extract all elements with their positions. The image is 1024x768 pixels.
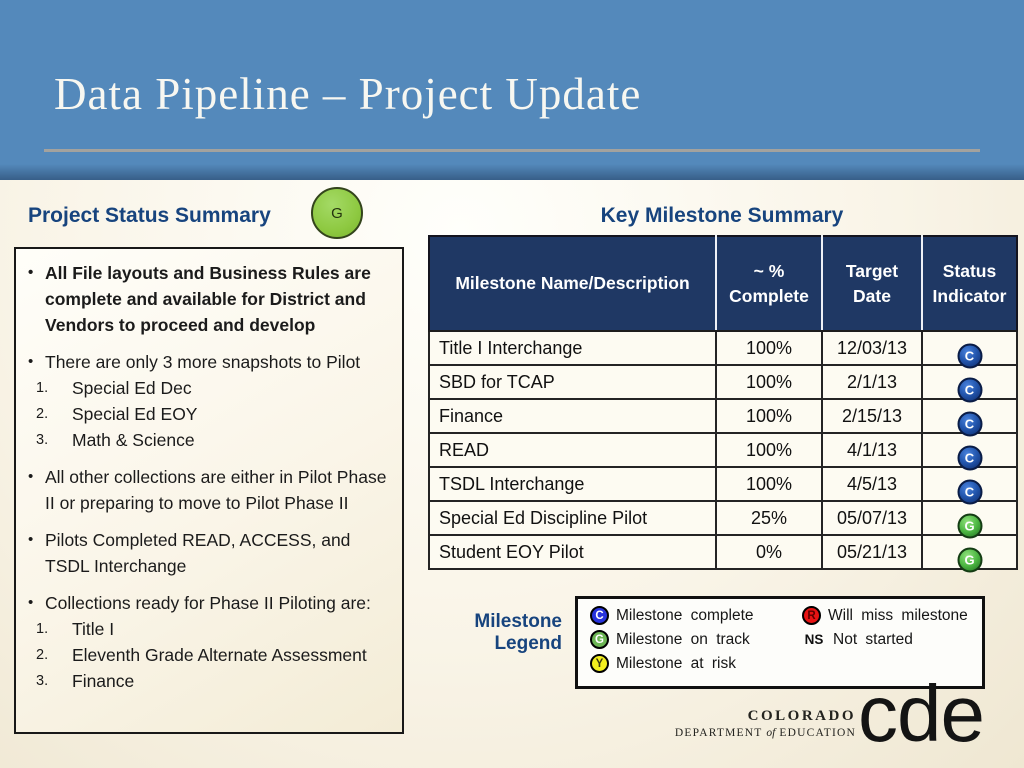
status-complete-icon: C	[957, 343, 982, 368]
percent-complete: 0%	[716, 535, 822, 569]
list-item-text: Pilots Completed READ, ACCESS, and TSDL Interchange	[45, 530, 351, 576]
list-item	[28, 616, 392, 642]
status-cell	[922, 501, 1017, 535]
column-header: Milestone Name/Description	[429, 236, 716, 331]
target-date: 4/1/13	[822, 433, 922, 467]
bullet-icon: •	[28, 353, 34, 370]
overall-status-badge: G	[311, 187, 363, 239]
legend-complete-icon: C	[590, 606, 609, 625]
bullet-icon: •	[28, 264, 34, 281]
status-complete-icon: C	[957, 479, 982, 504]
legend-item-text: Will miss milestone	[828, 606, 968, 624]
list-item-text: Special Ed EOY	[72, 404, 198, 424]
legend-item	[802, 631, 974, 649]
legend-item	[590, 630, 802, 649]
status-complete-icon: C	[957, 445, 982, 470]
column-header: Target Date	[822, 236, 922, 331]
status-complete-icon: C	[957, 377, 982, 402]
milestone-name: Student EOY Pilot	[429, 535, 716, 569]
column-header: ~ % Complete	[716, 236, 822, 331]
project-status-box	[14, 247, 404, 734]
project-status-heading: Project Status Summary	[28, 204, 271, 227]
list-item-text: Finance	[72, 671, 135, 691]
org-line2	[668, 727, 856, 739]
list-item-text: Special Ed Dec	[72, 378, 192, 398]
org-education: EDUCATION	[779, 727, 856, 739]
status-cell	[922, 535, 1017, 569]
title-divider-line	[44, 149, 980, 152]
list-item	[28, 349, 392, 375]
bullet-icon: •	[28, 468, 34, 485]
milestone-table	[428, 235, 1018, 570]
list-number: 1.	[36, 380, 49, 396]
legend-item	[590, 606, 802, 625]
status-cell	[922, 467, 1017, 501]
list-item-text: There are only 3 more snapshots to Pilot	[45, 352, 361, 372]
legend-label-line1: Milestone	[474, 611, 562, 632]
legend-not-started-symbol: NS	[804, 632, 824, 647]
list-item-text: Collections ready for Phase II Piloting are:	[45, 593, 371, 613]
percent-complete: 100%	[716, 365, 822, 399]
legend-item-text: Milestone complete	[616, 606, 754, 624]
legend-label-line2: Legend	[494, 633, 562, 654]
list-item	[28, 260, 392, 338]
milestone-name: Finance	[429, 399, 716, 433]
status-on-track-icon: G	[957, 513, 982, 538]
status-complete-icon: C	[957, 411, 982, 436]
list-item-text: Eleventh Grade Alternate Assessment	[72, 645, 367, 665]
milestone-name: SBD for TCAP	[429, 365, 716, 399]
milestone-name: READ	[429, 433, 716, 467]
table-header-row	[429, 236, 1017, 331]
target-date: 12/03/13	[822, 331, 922, 365]
legend-at-risk-icon: Y	[590, 654, 609, 673]
list-number: 3.	[36, 673, 49, 689]
legend-will-miss-icon: R	[802, 606, 821, 625]
target-date: 4/5/13	[822, 467, 922, 501]
target-date: 05/07/13	[822, 501, 922, 535]
list-item	[28, 527, 392, 579]
table-row	[429, 467, 1017, 501]
milestone-name: TSDL Interchange	[429, 467, 716, 501]
key-milestone-heading: Key Milestone Summary	[600, 204, 844, 227]
list-item	[28, 427, 392, 453]
target-date: 2/1/13	[822, 365, 922, 399]
table-row	[429, 331, 1017, 365]
slide-header-banner	[0, 0, 1024, 180]
table-row	[429, 433, 1017, 467]
table-row	[429, 501, 1017, 535]
target-date: 05/21/13	[822, 535, 922, 569]
status-cell	[922, 433, 1017, 467]
column-header: Status Indicator	[922, 236, 1017, 331]
legend-item-text: Milestone on track	[616, 630, 750, 648]
list-item	[28, 590, 392, 616]
target-date: 2/15/13	[822, 399, 922, 433]
table-row	[429, 399, 1017, 433]
legend-item	[802, 606, 974, 625]
list-item	[28, 668, 392, 694]
header-shadow	[0, 164, 1024, 180]
milestone-name: Special Ed Discipline Pilot	[429, 501, 716, 535]
list-number: 2.	[36, 647, 49, 663]
percent-complete: 100%	[716, 433, 822, 467]
milestone-legend-label	[450, 611, 562, 655]
status-cell	[922, 365, 1017, 399]
list-number: 1.	[36, 621, 49, 637]
status-on-track-icon: G	[957, 547, 982, 572]
status-cell	[922, 331, 1017, 365]
list-number: 3.	[36, 432, 49, 448]
slide-title: Data Pipeline – Project Update	[54, 69, 642, 119]
organization-name	[668, 708, 856, 739]
list-number: 2.	[36, 406, 49, 422]
legend-item-text: Milestone at risk	[616, 654, 736, 672]
list-item	[28, 375, 392, 401]
table-row	[429, 535, 1017, 569]
list-item-text: All File layouts and Business Rules are complete and available for District and Vendors to proceed and develop	[45, 263, 371, 335]
list-item	[28, 401, 392, 427]
percent-complete: 100%	[716, 467, 822, 501]
list-item-text: All other collections are either in Pilot Phase II or preparing to move to Pilot Phase II	[45, 467, 387, 513]
table-row	[429, 365, 1017, 399]
legend-on-track-icon: G	[590, 630, 609, 649]
org-line1: COLORADO	[747, 708, 856, 724]
org-of: of	[766, 727, 776, 739]
legend-item-text: Not started	[833, 630, 913, 648]
percent-complete: 100%	[716, 399, 822, 433]
list-item	[28, 642, 392, 668]
cde-logo: cde	[858, 669, 984, 758]
percent-complete: 25%	[716, 501, 822, 535]
milestone-name: Title I Interchange	[429, 331, 716, 365]
list-item	[28, 464, 392, 516]
percent-complete: 100%	[716, 331, 822, 365]
status-cell	[922, 399, 1017, 433]
org-department: DEPARTMENT	[674, 727, 763, 739]
legend-item	[590, 654, 802, 673]
list-item-text: Math & Science	[72, 430, 195, 450]
bullet-icon: •	[28, 594, 34, 611]
bullet-icon: •	[28, 531, 34, 548]
list-item-text: Title I	[72, 619, 115, 639]
